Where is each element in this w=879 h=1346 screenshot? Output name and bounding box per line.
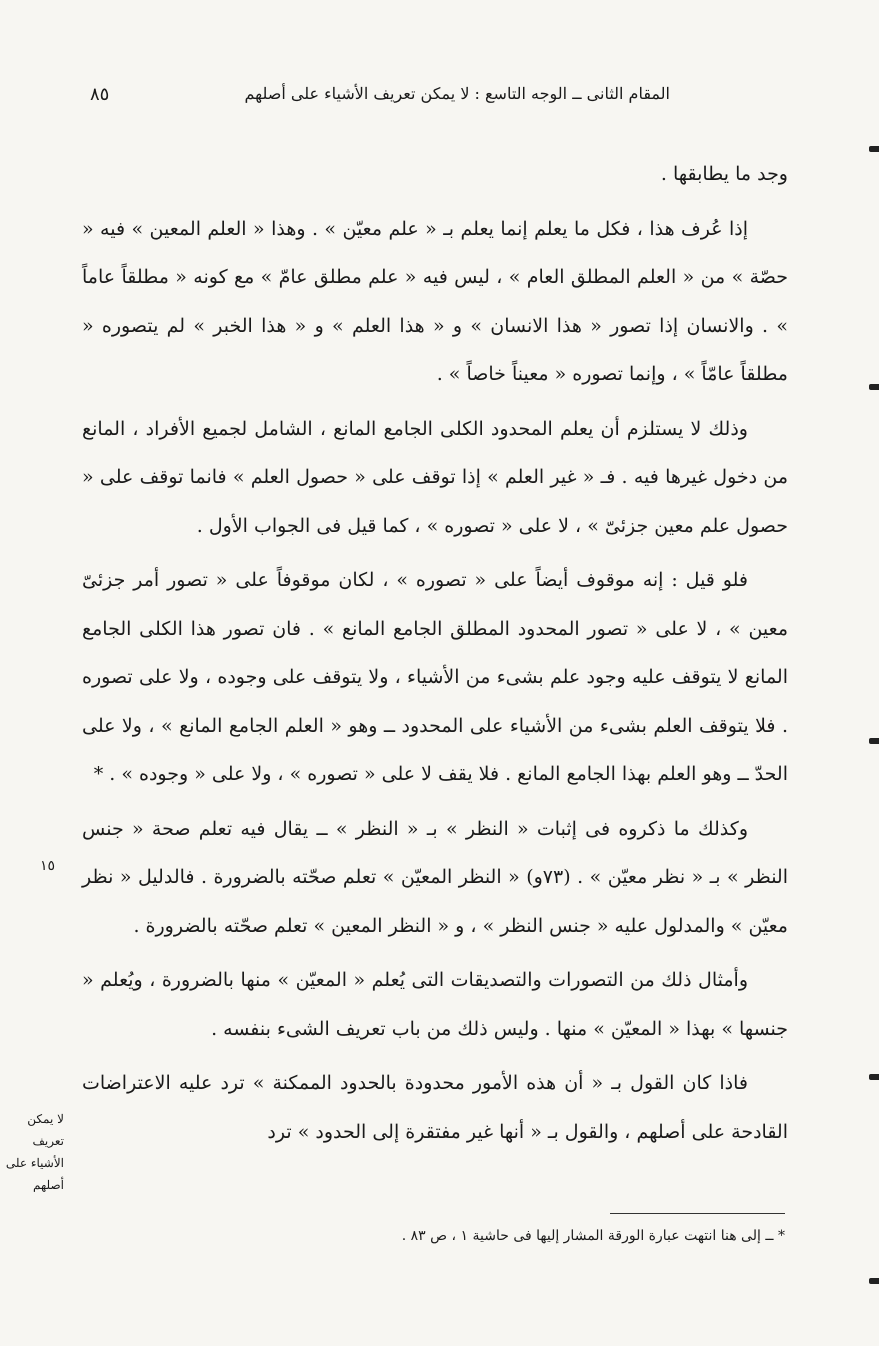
paragraph: وذلك لا يستلزم أن يعلم المحدود الكلى الجامع المانع ، الشامل لجميع الأفراد ، المانع من دخول غيرها فيه . فـ « غير العلم » إذا توقف على « حصول العلم » فانما توقف على « حصول علم معين جزئىّ » ، لا على « تصوره » ، كما قيل فى الجواب الأول . <box>82 417 788 537</box>
footnote: * ــ إلى هنا انتهت عبارة الورقة المشار إليها فى حاشية ١ ، ص ٨٣ . <box>401 1228 785 1244</box>
paragraph: وكذلك ما ذكروه فى إثبات « النظر » بـ « النظر » ــ يقال فيه تعلم صحة « جنس النظر » بـ « نظر معيّن » . (٧٣و) « النظر المعيّن » تعلم صحّته بالضرورة . فالدليل « نظر معيّن » والمدلول عليه « جنس النظر » ، و « النظر المعين » تعلم صحّته بالضرورة . <box>82 817 788 937</box>
line-number: ١٥ <box>40 858 56 874</box>
paragraph: وأمثال ذلك من التصورات والتصديقات التى يُعلم « المعيّن » منها بالضرورة ، ويُعلم « جنسها » بهذا « المعيّن » منها . وليس ذلك من باب تعريف الشىء بنفسه . <box>82 969 788 1040</box>
scan-edge-mark <box>869 384 879 390</box>
paragraph: فلو قيل : إنه موقوف أيضاً على « تصوره » ، لكان موقوفاً على « تصور أمر جزئىّ معين » ، لا على « تصور المحدود المطلق الجامع المانع » . فان تصور هذا الكلى الجامع المانع لا يتوقف عليه وجود علم بشىء من الأشياء ، ولا يتوقف على وجوده ، ولا على تصوره . فلا يتوقف العلم بشىء من الأشياء على المحدود ــ وهو « العلم الجامع المانع » ، ولا على الحدّ ــ وهو العلم بهذا الجامع المانع . فلا يقف لا على « تصوره » ، ولا على « وجوده » . * <box>82 569 788 785</box>
body-text <box>82 150 788 1162</box>
paragraph: وجد ما يطابقها . <box>660 163 788 185</box>
paragraph: فاذا كان القول بـ « أن هذه الأمور محدودة بالحدود الممكنة » ترد عليه الاعتراضات القادحة على أصلهم ، والقول بـ « أنها غير مفتقرة إلى الحدود » ترد <box>82 1072 788 1143</box>
page-header <box>90 84 670 114</box>
scan-edge-mark <box>869 738 879 744</box>
scan-edge-mark <box>869 1074 879 1080</box>
page-number: ٨٥ <box>90 84 110 105</box>
margin-note: لا يمكن تعريف الأشياء على أصلهم <box>5 1112 64 1192</box>
scan-edge-mark <box>869 146 879 152</box>
running-title: المقام الثانى ــ الوجه التاسع : لا يمكن تعريف الأشياء على أصلهم <box>244 84 670 103</box>
paragraph: إذا عُرف هذا ، فكل ما يعلم إنما يعلم بـ « علم معيّن » . وهذا « العلم المعين » فيه « حصّة » من « العلم المطلق العام » ، ليس فيه « علم مطلق عامّ » مع كونه « مطلقاً عاماً » . والانسان إذا تصور « هذا الانسان » و « هذا العلم » و « هذا الخبر » لم يتصوره « مطلقاً عامّاً » ، وإنما تصوره « معيناً خاصاً » . <box>82 217 789 385</box>
footnote-divider <box>610 1213 785 1214</box>
scan-edge-mark <box>869 1278 879 1284</box>
